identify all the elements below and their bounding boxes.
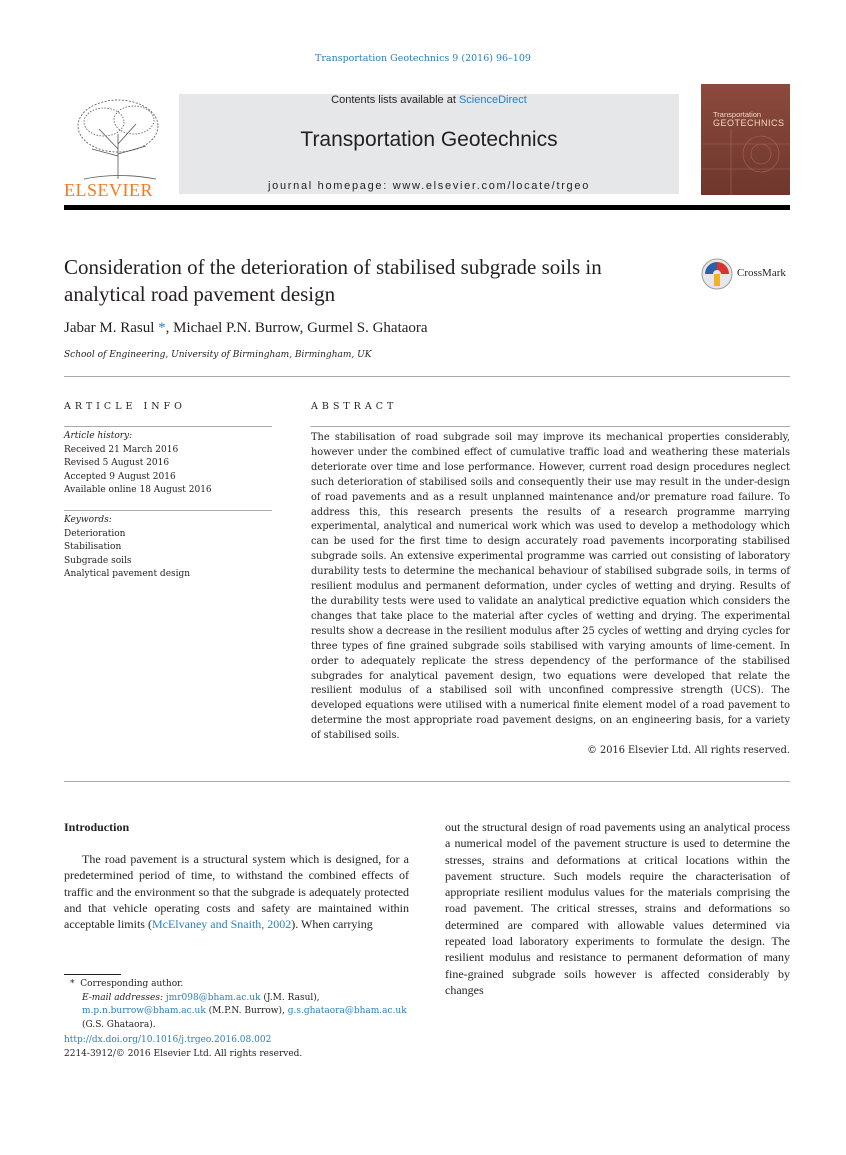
crossmark-icon[interactable] — [701, 258, 733, 290]
crossmark-label[interactable]: CrossMark — [737, 267, 786, 279]
author-rasul: Jabar M. Rasul — [64, 320, 155, 336]
footnote-rule — [64, 974, 121, 975]
corresponding-note — [64, 978, 414, 992]
citation-link[interactable]: McElvaney and Snaith, 2002 — [151, 917, 292, 932]
affiliation: School of Engineering, University of Birmingham, Birmingham, UK — [64, 350, 372, 360]
article-info-heading: ARTICLE INFO — [64, 401, 186, 412]
email-line — [64, 992, 414, 1033]
footnote-mark: * — [70, 979, 75, 989]
journal-title: Transportation Geotechnics — [300, 128, 558, 151]
keyword-item: Analytical pavement design — [64, 569, 191, 579]
email-ghataora[interactable]: g.s.ghataora@bham.ac.uk — [287, 1006, 407, 1016]
doi-link[interactable]: http://dx.doi.org/10.1016/j.trgeo.2016.08.002 — [64, 1035, 272, 1045]
email-label: E-mail addresses: — [82, 992, 166, 1003]
article-history — [64, 430, 272, 498]
article-title: Consideration of the deterioration of stabilised subgrade soils in analytical road pavement design — [64, 255, 602, 306]
elsevier-tree-logo — [64, 94, 172, 194]
journal-banner — [179, 94, 679, 194]
author-list — [64, 320, 428, 337]
history-received: Received 21 March 2016 — [64, 444, 179, 455]
history-revised: Revised 5 August 2016 — [64, 458, 170, 468]
history-online: Available online 18 August 2016 — [64, 485, 212, 495]
intro-left-column — [64, 851, 409, 932]
elsevier-wordmark: ELSEVIER — [64, 180, 153, 200]
email-burrow-name: (M.P.N. Burrow), — [205, 1006, 288, 1016]
corresponding-author-mark[interactable]: * — [154, 320, 166, 336]
contents-prefix: Contents lists available at — [331, 94, 459, 106]
corresponding-label: Corresponding author. — [80, 979, 184, 989]
keywords — [64, 514, 272, 582]
sciencedirect-link[interactable]: ScienceDirect — [458, 94, 527, 106]
abstract-heading: ABSTRACT — [311, 401, 398, 412]
journal-citation[interactable]: Transportation Geotechnics 9 (2016) 96–109 — [315, 53, 531, 64]
keywords-label: Keywords: — [64, 515, 112, 525]
header-rule — [64, 205, 790, 210]
divider-article-info — [64, 426, 272, 427]
intro-right-column: out the structural design of road pavements using an analytical process a numerical model of the pavement structure is used to determine the stresses, strains and deformations at critical locations within the pavement structure. Such models require the characterisation of appropriate resilient modulus values for the materials comprising the road pavement. The critical stresses, strains and deformations so determined are compared with allowable values determined via repeated load laboratory experiments to formulate the design. The resilient modulus and resistance to permanent deformation of many fine-grained subgrade soils however is affected considerably by changes — [445, 820, 790, 997]
other-authors: , Michael P.N. Burrow, Gurmel S. Ghataora — [165, 320, 428, 336]
keyword-item: Deterioration — [64, 528, 126, 539]
intro-left-text: The road pavement is a structural system which is designed, for a predetermined period of time, to withstand the combined effects of traffic and the environment so that the subgrade is adequately protected and that vehicle operating costs and safety are maintained within acceptable limits ( — [64, 852, 409, 932]
keyword-item: Subgrade soils — [64, 555, 132, 566]
cover-line1: Transportation — [713, 110, 762, 119]
abstract-body — [311, 431, 790, 759]
keyword-item: Stabilisation — [64, 542, 122, 552]
footnote — [64, 978, 414, 1032]
abstract-copyright: © 2016 Elsevier Ltd. All rights reserved. — [587, 745, 790, 757]
cover-pattern-icon — [701, 84, 790, 195]
cover-line2: GEOTECHNICS — [713, 118, 785, 128]
divider-keywords — [64, 510, 272, 511]
email-burrow[interactable]: m.p.n.burrow@bham.ac.uk — [82, 1006, 206, 1016]
doi-block — [64, 1034, 464, 1061]
journal-homepage: journal homepage: www.elsevier.com/locate/trgeo — [267, 180, 591, 192]
abstract-text: The stabilisation of road subgrade soil may improve its mechanical properties considerably, however under the combined effect of cumulative traffic load and weathering these materials deteriorate over time and lose performance. However, current road design procedures neglect such deterioration of stabilised soils and consequently their use may result in the under-design of road pavements and as a result unplanned maintenance and/or premature road failure. To address this, this research presents the results of a research programme marrying experimental, analytical and numerical work which was used to develop a methodology which can be used for the first time to design accurately road pavements incorporating stabilised subgrade soils. An extensive experimental programme was carried out consisting of laboratory durability tests to determine the mechanical behaviour of stabilised subgrade soils, in terms of resilient modulus and permanent deformation, under cycles of wetting and drying. Results of the durability tests were used to validate an analytical predictive equation which considers the changes that take place to the material after cycles of wetting and drying. The experimental results show a decrease in the resilient modulus after 25 cycles of wetting and drying cycles for three types of fine grained subgrade soils stabilised with varying amounts of lime-cement. In order to adequately replicate the stress dependency of the performance of the stabilised subgrades for analytical pavement design, two equations were developed that relate the resilient modulus of a stabilised soil with unconfined compressive strength (UCS). The developed equations were utilised with a numerical finite element model of a road pavement to determine the most appropriate road pavement designs, on an engineering basis, for a variety of stabilised soils. — [311, 432, 790, 742]
introduction-heading: Introduction — [64, 820, 130, 834]
email-rasul[interactable]: jmr098@bham.ac.uk — [165, 992, 261, 1003]
divider-abstract-end — [64, 781, 790, 782]
history-accepted: Accepted 9 August 2016 — [64, 471, 176, 482]
issn-line: 2214-3912/© 2016 Elsevier Ltd. All rights reserved. — [64, 1048, 303, 1059]
intro-left-text-end: ). When carrying — [291, 917, 373, 932]
divider-title — [64, 376, 790, 377]
divider-abstract — [311, 426, 790, 427]
email-rasul-name: (J.M. Rasul), — [260, 992, 320, 1003]
journal-cover[interactable] — [701, 84, 790, 195]
history-label: Article history: — [64, 431, 133, 441]
email-ghataora-name: (G.S. Ghataora). — [82, 1019, 156, 1030]
contents-line — [179, 94, 679, 106]
